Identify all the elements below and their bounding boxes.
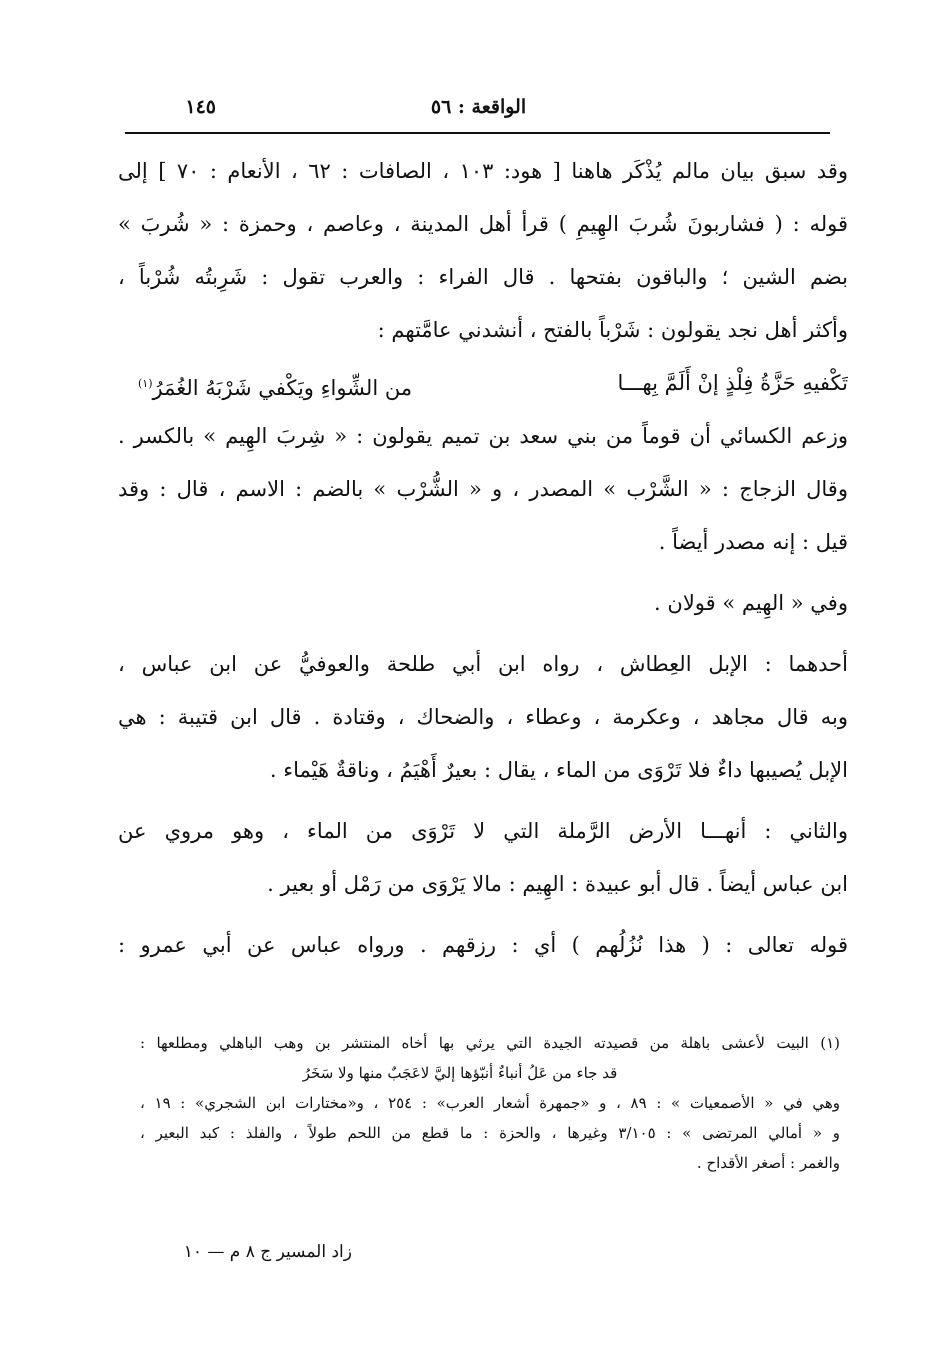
body-line: ابن عباس أيضاً . قال أبو عبيدة : الهِيم : مالا يَرْوَى من رَمْل أو بعير . bbox=[267, 872, 848, 896]
footnote-line: والغمر : أصغر الأقداح . bbox=[696, 1154, 840, 1172]
page-number: ١٤٥ bbox=[185, 96, 216, 118]
body-line: وفي « الهِيم » قولان . bbox=[654, 591, 848, 615]
signature-line: زاد المسير ج ٨ م — ١٠ bbox=[183, 1242, 352, 1262]
body-line: الإبل يُصيبها داءٌ فلا تَرْوَى من الماء ، يقال : بعيرٌ أَهْيَمُ ، وناقةٌ هَيْماء . bbox=[269, 758, 848, 782]
body-line: قوله تعالى : ( هذا نُزُلُهم ) أي : رزقهم . ورواه عباس عن أبي عمرو : bbox=[118, 933, 848, 957]
body-line: أحدهما : الإبل العِطاش ، رواه ابن أبي طلحة والعوفيُّ عن ابن عباس ، bbox=[118, 652, 848, 676]
body-line: وقال الزجاج : « الشَّرْب » المصدر ، و « الشُّرْب » بالضم : الاسم ، قال : وقد bbox=[118, 477, 848, 501]
body-line: قيل : إنه مصدر أيضاً . bbox=[658, 530, 848, 554]
footnote-verse: قد جاء من عَلُ أنباءٌ أنبّؤها إليَّ لاعَجَبٌ منها ولا سَخَرُ bbox=[302, 1064, 618, 1082]
verse-first-hemistich: تَكْفيهِ حَزَّةُ فِلْذٍ إنْ أَلَمَّ بِهـــا bbox=[617, 371, 848, 395]
verse-second-hemistich: من الشِّواءِ ويَكْفي شَرْبَهُ الغُمَرُ$^{(١)}$ bbox=[138, 376, 413, 400]
page-header bbox=[126, 90, 831, 124]
footnote-marker: (١) bbox=[138, 377, 153, 390]
body-line: وبه قال مجاهد ، وعكرمة ، وعطاء ، والضحاك ، وقتادة . قال ابن قتيبة : هي bbox=[118, 705, 848, 729]
running-title: الواقعة : ٥٦ bbox=[430, 96, 527, 118]
footnotes bbox=[140, 1028, 840, 1178]
body-line: وقد سبق بيان مالم يُذْكَر هاهنا [ هود: ١٠٣ ، الصافات : ٦٢ ، الأنعام : ٧٠ ] إلى bbox=[118, 159, 848, 183]
footnote-line: وهي في « الأصمعيات » : ٨٩ ، و «جمهرة أشعار العرب» : ٢٥٤ ، و«مختارات ابن الشجري» : ١٩ ، bbox=[140, 1094, 840, 1112]
verse-line bbox=[118, 357, 848, 410]
body-line: والثاني : أنهـــا الأرض الرَّملة التي لا تَرْوَى من الماء ، وهو مروي عن bbox=[118, 819, 848, 843]
body-text bbox=[118, 145, 848, 972]
body-line: بضم الشين ؛ والباقون بفتحها . قال الفراء : والعرب تقول : شَرِبتُه شُرْباً ، bbox=[118, 265, 848, 289]
body-line: وزعم الكسائي أن قوماً من بني سعد بن تميم يقولون : « شِربَ الهِيم » بالكسر . bbox=[118, 424, 848, 448]
body-line: قوله : ( فشاربونَ شُربَ الهِيمِ ) قرأ أهل المدينة ، وعاصم ، وحمزة : « شُربَ » bbox=[118, 212, 848, 236]
header-rule bbox=[125, 132, 830, 134]
footnote-line: و « أمالي المرتضى » : ٣/١٠٥ وغيرها ، والحزة : ما قطع من اللحم طولاً ، والفلذ : كبد البعير ، bbox=[140, 1124, 840, 1142]
footnote-line: (١) البيت لأعشى باهلة من قصيدته الجيدة التي يرثي بها أخاه المنتشر بن وهب الباهلي ومطلعها : bbox=[140, 1034, 840, 1052]
body-line: وأكثر أهل نجد يقولون : شَرْباً بالفتح ، أنشدني عامَّتهم : bbox=[377, 318, 848, 342]
